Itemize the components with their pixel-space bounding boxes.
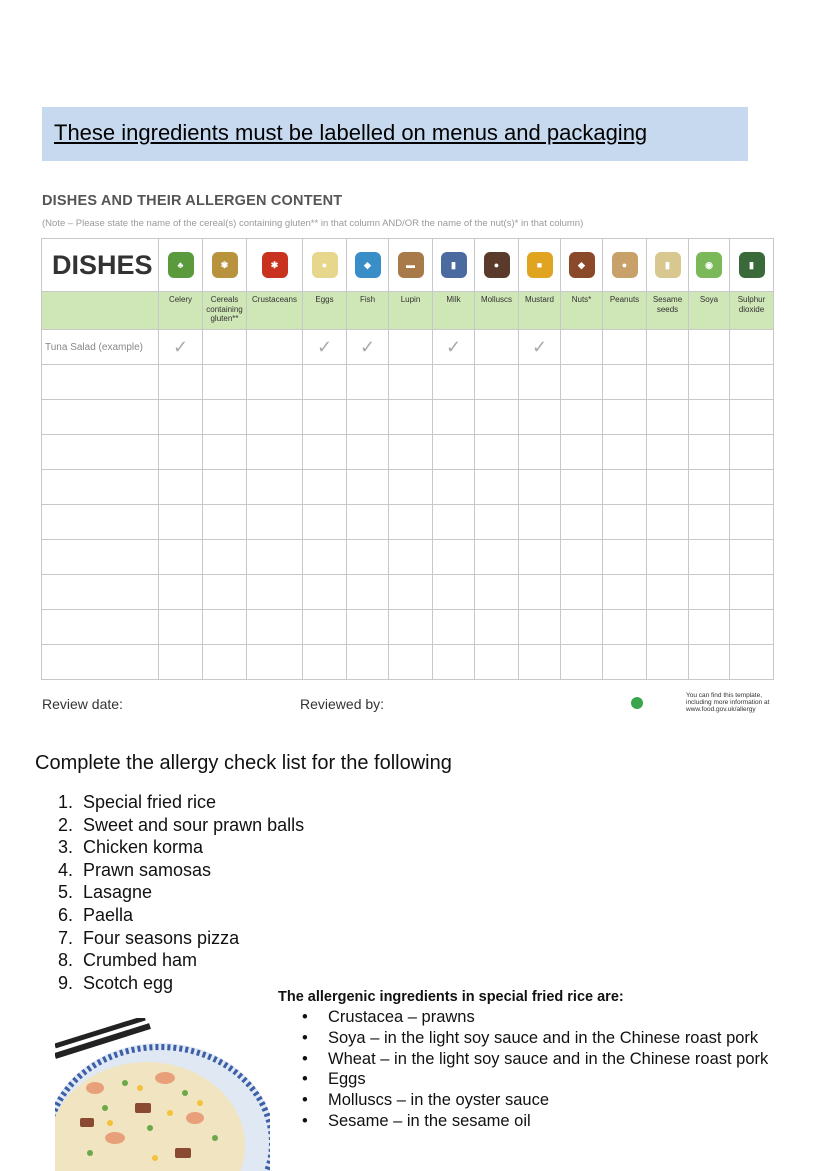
allergen-check-cell[interactable]	[247, 540, 303, 575]
allergen-check-cell[interactable]	[433, 540, 475, 575]
answer-list	[302, 1007, 772, 1132]
allergen-check-cell[interactable]	[433, 365, 475, 400]
allergen-check-cell[interactable]	[433, 505, 475, 540]
allergen-check-cell[interactable]	[561, 505, 603, 540]
list-number: 4.	[58, 859, 74, 880]
allergen-check-cell[interactable]	[475, 610, 519, 645]
allergen-check-cell[interactable]	[247, 330, 303, 365]
list-item	[58, 836, 304, 859]
allergen-check-cell[interactable]	[519, 400, 561, 435]
allergen-answer: Wheat – in the light soy sauce and in the Chinese roast pork	[328, 1049, 769, 1068]
allergen-check-cell[interactable]	[647, 330, 689, 365]
allergen-table	[41, 238, 774, 680]
allergen-check-cell[interactable]	[647, 540, 689, 575]
allergen-check-cell[interactable]	[347, 610, 389, 645]
allergen-check-cell[interactable]	[303, 365, 347, 400]
allergen-check-cell[interactable]	[647, 575, 689, 610]
allergen-check-cell[interactable]	[347, 435, 389, 470]
allergen-answer: Sesame – in the sesame oil	[328, 1111, 531, 1130]
bullet-icon: •	[302, 1008, 308, 1026]
celery-icon: ♣	[168, 252, 194, 278]
heading-banner	[42, 107, 748, 161]
allergen-check-cell[interactable]	[247, 400, 303, 435]
allergen-check-cell[interactable]	[347, 470, 389, 505]
allergen-check-cell[interactable]	[347, 365, 389, 400]
allergen-check-cell[interactable]	[475, 645, 519, 680]
allergen-check-cell[interactable]: ✓	[159, 330, 203, 365]
allergen-check-cell[interactable]	[730, 575, 774, 610]
allergen-check-cell[interactable]	[159, 365, 203, 400]
list-number: 8.	[58, 950, 74, 971]
allergen-label: Eggs	[303, 292, 347, 330]
list-item	[58, 972, 304, 995]
dish-name-cell[interactable]	[42, 435, 159, 470]
allergen-check-cell[interactable]	[303, 435, 347, 470]
dish-name-cell[interactable]	[42, 645, 159, 680]
allergen-check-cell[interactable]	[519, 540, 561, 575]
reviewed-by-label: Reviewed by:	[300, 696, 385, 712]
dish-name-cell[interactable]: Tuna Salad (example)	[42, 330, 159, 365]
allergen-check-cell[interactable]	[519, 470, 561, 505]
table-row	[42, 435, 774, 470]
list-item	[58, 904, 304, 927]
soya-icon: ◉	[696, 252, 722, 278]
allergen-check-cell[interactable]	[730, 365, 774, 400]
mussel-icon: ●	[484, 252, 510, 278]
allergen-check-cell[interactable]	[561, 645, 603, 680]
table-row	[42, 365, 774, 400]
list-item	[302, 1111, 772, 1132]
dish-name: Paella	[83, 904, 134, 925]
template-note: You can find this template, including more information at www.food.gov.uk/allergy	[686, 692, 770, 713]
allergen-check-cell[interactable]	[730, 435, 774, 470]
allergen-check-cell[interactable]	[730, 610, 774, 645]
allergen-check-cell[interactable]	[519, 435, 561, 470]
allergen-icon-cell	[159, 239, 203, 292]
allergen-check-cell[interactable]	[603, 575, 647, 610]
allergen-label: Lupin	[389, 292, 433, 330]
allergen-check-cell[interactable]	[203, 365, 247, 400]
allergen-check-cell[interactable]	[159, 540, 203, 575]
allergen-check-cell[interactable]	[203, 575, 247, 610]
allergen-icon-cell	[689, 239, 730, 292]
list-number: 7.	[58, 927, 74, 948]
bullet-icon: •	[302, 1070, 308, 1089]
allergen-check-cell[interactable]	[159, 610, 203, 645]
allergen-label: Nuts*	[561, 292, 603, 330]
list-item	[58, 949, 304, 972]
table-row	[42, 575, 774, 610]
allergen-icon-cell	[389, 239, 433, 292]
list-number: 1.	[58, 792, 74, 812]
allergen-check-cell[interactable]	[347, 540, 389, 575]
allergen-check-cell[interactable]	[203, 645, 247, 680]
allergen-check-cell[interactable]	[389, 610, 433, 645]
allergen-check-cell[interactable]	[689, 610, 730, 645]
allergen-answer: Soya – in the light soy sauce and in the Chinese roast pork	[328, 1028, 759, 1047]
allergen-check-cell[interactable]	[519, 575, 561, 610]
allergen-check-cell[interactable]	[433, 645, 475, 680]
allergen-check-cell[interactable]	[519, 365, 561, 400]
instruction-text: Complete the allergy check list for the following	[35, 752, 452, 774]
allergen-check-cell[interactable]	[730, 540, 774, 575]
allergen-check-cell[interactable]	[159, 505, 203, 540]
dish-name-cell[interactable]	[42, 470, 159, 505]
dish-name: Chicken korma	[83, 837, 204, 858]
allergen-check-cell[interactable]	[603, 365, 647, 400]
allergen-check-cell[interactable]	[730, 400, 774, 435]
allergen-check-cell[interactable]	[647, 400, 689, 435]
allergen-check-cell[interactable]	[433, 610, 475, 645]
dish-name-cell[interactable]	[42, 400, 159, 435]
bullet-icon: •	[302, 1091, 308, 1110]
allergen-check-cell[interactable]	[647, 365, 689, 400]
dish-name: Crumbed ham	[83, 950, 198, 971]
allergen-check-cell[interactable]	[561, 610, 603, 645]
answer-title: The allergenic ingredients in special fried rice are:	[278, 989, 624, 1005]
allergen-check-cell[interactable]	[247, 575, 303, 610]
allergen-check-cell[interactable]	[203, 610, 247, 645]
allergen-answer: Molluscs – in the oyster sauce	[328, 1091, 550, 1110]
allergen-check-cell[interactable]	[561, 540, 603, 575]
egg-box-icon: ●	[312, 252, 338, 278]
allergen-check-cell[interactable]	[247, 505, 303, 540]
allergen-check-cell[interactable]	[389, 400, 433, 435]
list-number: 9.	[58, 972, 74, 993]
allergen-check-cell[interactable]	[647, 645, 689, 680]
allergen-icon-cell	[603, 239, 647, 292]
wine-bottle-icon: ▮	[739, 252, 765, 278]
list-item	[58, 859, 304, 882]
allergen-check-cell[interactable]	[689, 435, 730, 470]
allergen-icon-cell	[561, 239, 603, 292]
allergen-check-cell[interactable]	[159, 435, 203, 470]
allergen-icon-cell	[203, 239, 247, 292]
allergen-check-cell[interactable]	[247, 645, 303, 680]
dish-name: Four seasons pizza	[83, 927, 240, 948]
dish-name-cell[interactable]	[42, 610, 159, 645]
allergen-check-cell[interactable]	[433, 400, 475, 435]
mustard-jar-icon: ■	[527, 252, 553, 278]
allergen-check-cell[interactable]	[475, 330, 519, 365]
milk-carton-icon: ▮	[441, 252, 467, 278]
sesame-icon: ▮	[655, 252, 681, 278]
allergen-check-cell[interactable]	[303, 610, 347, 645]
allergen-check-cell[interactable]	[347, 575, 389, 610]
allergen-label: Sesame seeds	[647, 292, 689, 330]
dish-name-cell[interactable]	[42, 575, 159, 610]
allergen-check-cell[interactable]: ✓	[433, 330, 475, 365]
allergen-check-cell[interactable]	[247, 470, 303, 505]
allergen-check-cell[interactable]	[647, 435, 689, 470]
allergen-check-cell[interactable]	[561, 400, 603, 435]
allergen-check-cell[interactable]	[475, 400, 519, 435]
allergen-check-cell[interactable]	[389, 330, 433, 365]
allergen-check-cell[interactable]: ✓	[347, 330, 389, 365]
allergen-answer: Eggs	[328, 1070, 366, 1089]
allergen-check-cell[interactable]	[303, 645, 347, 680]
nut-icon: ◆	[569, 252, 595, 278]
allergen-check-cell[interactable]	[203, 330, 247, 365]
allergen-check-cell[interactable]	[303, 505, 347, 540]
allergen-check-cell[interactable]	[247, 610, 303, 645]
allergen-check-cell[interactable]	[561, 435, 603, 470]
list-number: 2.	[58, 814, 74, 835]
table-row	[42, 645, 774, 680]
list-number: 5.	[58, 882, 74, 903]
allergen-check-cell[interactable]	[561, 330, 603, 365]
bullet-icon: •	[302, 1111, 308, 1130]
allergen-check-cell[interactable]	[347, 505, 389, 540]
allergen-check-cell[interactable]	[730, 505, 774, 540]
allergen-check-cell[interactable]	[689, 540, 730, 575]
allergen-label: Cereals containing gluten**	[203, 292, 247, 330]
list-number: 6.	[58, 904, 74, 925]
allergen-label-row	[42, 292, 774, 330]
allergen-check-cell[interactable]	[303, 470, 347, 505]
allergen-check-cell[interactable]	[689, 645, 730, 680]
allergen-check-cell[interactable]	[475, 365, 519, 400]
allergen-check-cell[interactable]	[247, 365, 303, 400]
allergen-check-cell[interactable]	[689, 365, 730, 400]
allergen-check-cell[interactable]	[389, 470, 433, 505]
allergen-check-cell[interactable]	[389, 435, 433, 470]
allergen-answer: Crustacea – prawns	[328, 1008, 475, 1026]
allergen-check-cell[interactable]	[561, 365, 603, 400]
allergen-check-cell[interactable]	[389, 505, 433, 540]
allergen-check-cell[interactable]	[647, 505, 689, 540]
table-row	[42, 330, 774, 365]
allergen-check-cell[interactable]	[647, 470, 689, 505]
list-item	[302, 1028, 772, 1049]
allergen-check-cell[interactable]	[603, 540, 647, 575]
allergen-check-cell[interactable]	[603, 400, 647, 435]
allergen-check-cell[interactable]	[730, 645, 774, 680]
allergen-check-cell[interactable]	[475, 575, 519, 610]
allergen-label: Fish	[347, 292, 389, 330]
allergen-check-cell[interactable]: ✓	[519, 330, 561, 365]
allergen-check-cell[interactable]	[203, 505, 247, 540]
allergen-check-cell[interactable]	[203, 540, 247, 575]
allergen-label: Crustaceans	[247, 292, 303, 330]
list-number: 3.	[58, 837, 74, 858]
dish-name: Lasagne	[83, 882, 153, 903]
allergen-icon-cell	[519, 239, 561, 292]
allergen-check-cell[interactable]	[603, 505, 647, 540]
dish-name-cell[interactable]	[42, 365, 159, 400]
allergen-label: Soya	[689, 292, 730, 330]
allergen-check-cell[interactable]	[389, 575, 433, 610]
allergen-check-cell[interactable]	[433, 435, 475, 470]
allergen-check-cell[interactable]	[519, 610, 561, 645]
allergen-check-cell[interactable]	[603, 645, 647, 680]
allergen-check-cell[interactable]	[389, 365, 433, 400]
allergen-icon-cell	[347, 239, 389, 292]
allergen-icon-cell	[475, 239, 519, 292]
allergen-check-cell[interactable]	[203, 470, 247, 505]
crab-icon: ✱	[262, 252, 288, 278]
table-row	[42, 540, 774, 575]
allergen-check-cell[interactable]	[433, 470, 475, 505]
allergen-check-cell[interactable]	[303, 575, 347, 610]
allergen-check-cell[interactable]	[519, 505, 561, 540]
allergen-check-cell[interactable]	[159, 470, 203, 505]
allergen-check-cell[interactable]	[303, 540, 347, 575]
allergen-icon-cell	[730, 239, 774, 292]
allergen-check-cell[interactable]	[159, 645, 203, 680]
dish-name-cell[interactable]	[42, 540, 159, 575]
review-date-label: Review date:	[42, 696, 123, 712]
allergen-check-cell[interactable]	[159, 575, 203, 610]
fsa-logo-mark	[631, 697, 643, 709]
sheet-note: (Note – Please state the name of the cereal(s) containing gluten** in that column AND/OR the name of the nut(s)* in that column)	[42, 218, 584, 229]
allergen-label: Milk	[433, 292, 475, 330]
allergen-check-cell[interactable]	[475, 435, 519, 470]
allergen-check-cell[interactable]	[159, 400, 203, 435]
sheet-title: DISHES AND THEIR ALLERGEN CONTENT	[42, 193, 343, 209]
list-item	[302, 1007, 772, 1028]
list-item	[302, 1090, 772, 1111]
list-item	[58, 791, 304, 814]
table-row	[42, 470, 774, 505]
allergen-check-cell[interactable]	[203, 435, 247, 470]
allergen-check-cell[interactable]	[603, 470, 647, 505]
table-row	[42, 610, 774, 645]
allergen-label: Molluscs	[475, 292, 519, 330]
allergen-check-cell[interactable]	[689, 505, 730, 540]
allergen-check-cell[interactable]	[475, 470, 519, 505]
allergen-check-cell[interactable]	[389, 645, 433, 680]
list-item	[58, 927, 304, 950]
table-row	[42, 505, 774, 540]
allergen-check-cell[interactable]	[730, 470, 774, 505]
allergen-check-cell[interactable]	[689, 400, 730, 435]
allergen-check-cell[interactable]	[689, 330, 730, 365]
allergen-label: Celery	[159, 292, 203, 330]
fsa-logo	[631, 695, 679, 713]
list-item	[58, 814, 304, 837]
allergen-check-cell[interactable]	[561, 575, 603, 610]
allergen-check-cell[interactable]	[433, 575, 475, 610]
label-spacer	[42, 292, 159, 330]
allergen-icon-cell	[247, 239, 303, 292]
wheat-icon: ✾	[212, 252, 238, 278]
allergen-check-cell[interactable]	[247, 435, 303, 470]
allergen-check-cell[interactable]	[389, 540, 433, 575]
dish-name: Scotch egg	[83, 972, 174, 993]
bullet-icon: •	[302, 1049, 308, 1068]
allergen-check-cell[interactable]	[347, 645, 389, 680]
list-item	[302, 1069, 772, 1090]
allergen-label: Sulphur dioxide	[730, 292, 774, 330]
dish-name: Special fried rice	[83, 792, 217, 812]
allergen-check-cell[interactable]	[603, 435, 647, 470]
peanut-icon: ●	[612, 252, 638, 278]
allergen-check-cell[interactable]: ✓	[303, 330, 347, 365]
bullet-icon: •	[302, 1028, 308, 1047]
allergen-check-cell[interactable]	[347, 400, 389, 435]
bread-icon: ▬	[398, 252, 424, 278]
allergen-check-cell[interactable]	[730, 330, 774, 365]
list-item	[58, 881, 304, 904]
allergen-check-cell[interactable]	[647, 610, 689, 645]
allergen-check-cell[interactable]	[475, 505, 519, 540]
allergen-label: Peanuts	[603, 292, 647, 330]
dishes-heading: DISHES	[42, 239, 159, 292]
allergen-label: Mustard	[519, 292, 561, 330]
allergen-check-cell[interactable]	[519, 645, 561, 680]
allergen-icon-cell	[647, 239, 689, 292]
allergen-check-cell[interactable]	[689, 575, 730, 610]
list-item	[302, 1049, 772, 1070]
allergen-check-cell[interactable]	[303, 400, 347, 435]
dish-name: Prawn samosas	[83, 859, 212, 880]
allergen-icon-row	[42, 239, 774, 292]
allergen-icon-cell	[303, 239, 347, 292]
dish-list	[58, 791, 304, 994]
allergen-check-cell[interactable]	[561, 470, 603, 505]
allergen-icon-cell	[433, 239, 475, 292]
banner-text: These ingredients must be labelled on menus and packaging	[54, 120, 648, 145]
fish-icon: ◆	[355, 252, 381, 278]
dish-name-cell[interactable]	[42, 505, 159, 540]
allergen-check-cell[interactable]	[203, 400, 247, 435]
allergen-check-cell[interactable]	[475, 540, 519, 575]
dish-name: Sweet and sour prawn balls	[83, 814, 305, 835]
allergen-check-cell[interactable]	[689, 470, 730, 505]
allergen-check-cell[interactable]	[603, 330, 647, 365]
table-row	[42, 400, 774, 435]
fried-rice-photo	[55, 1018, 270, 1171]
allergen-check-cell[interactable]	[603, 610, 647, 645]
